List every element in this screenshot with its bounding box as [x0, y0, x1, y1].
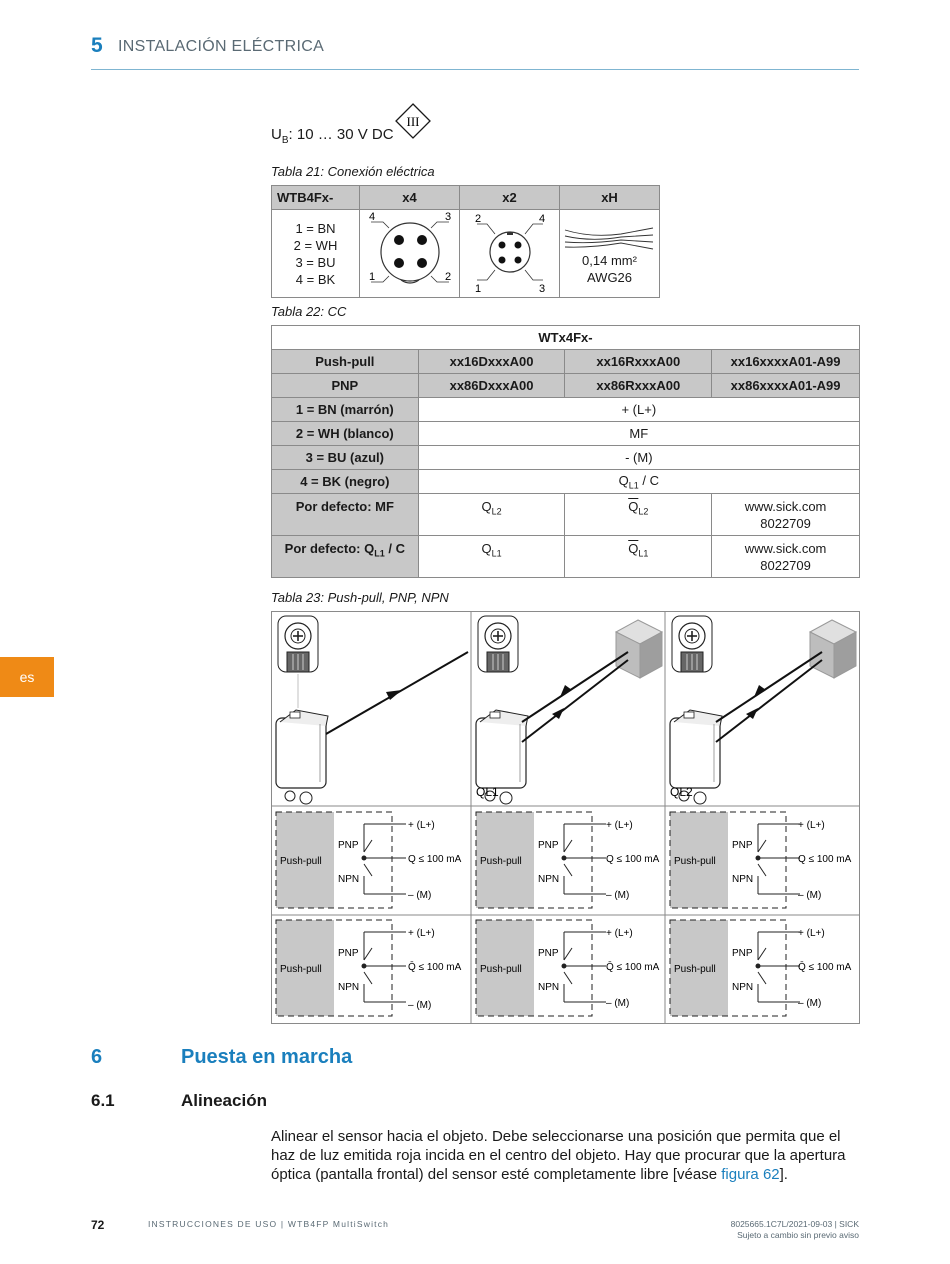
svg-text:Push-pull: Push-pull — [674, 856, 716, 867]
svg-text:2: 2 — [474, 213, 481, 225]
connector-x4-cell — [360, 210, 460, 298]
chapter-title: INSTALACIÓN ELÉCTRICA — [118, 38, 325, 55]
svg-text:NPN: NPN — [338, 982, 360, 993]
footer-doc-code: 8025665.1C7L/2021-09-03 | SICK Sujeto a cambio sin previo aviso — [730, 1219, 859, 1240]
cable-gauge: 0,14 mm² AWG26 — [582, 252, 637, 285]
t22-pin-label: 4 = BK (negro) — [272, 470, 419, 494]
svg-text:Q ≤ 100 mA: Q ≤ 100 mA — [408, 854, 462, 865]
svg-text:3: 3 — [444, 211, 451, 223]
t22-default-mf-label: Por defecto: MF — [272, 494, 419, 536]
svg-text:2: 2 — [444, 271, 451, 283]
svg-text:NPN: NPN — [732, 982, 754, 993]
t22-web-ref: www.sick.com 8022709 — [712, 536, 860, 578]
cable-cell — [560, 210, 660, 298]
t22-cell: xx86DxxxA00 — [418, 374, 565, 398]
t21-header: x4 — [360, 186, 460, 210]
svg-text:+ (L+): + (L+) — [798, 820, 825, 831]
t22-cell: xx86RxxxA00 — [565, 374, 712, 398]
svg-text:4: 4 — [368, 211, 375, 223]
t22-cell: xx16DxxxA00 — [418, 350, 565, 374]
t22-row-label: Push-pull — [272, 350, 419, 374]
t22-q-value: $Q_{L2}$ — [418, 494, 565, 536]
svg-text:Push-pull: Push-pull — [480, 856, 522, 867]
svg-text:1: 1 — [368, 271, 375, 283]
svg-text:– (M): – (M) — [408, 1000, 432, 1011]
connector-x2-cell — [460, 210, 560, 298]
svg-text:– (M): – (M) — [798, 890, 822, 901]
table23-caption: Tabla 23: Push-pull, PNP, NPN — [271, 590, 449, 605]
t22-pin-label: 2 = WH (blanco) — [272, 422, 419, 446]
t22-pin-label: 1 = BN (marrón) — [272, 398, 419, 422]
svg-text:+ (L+): + (L+) — [606, 820, 633, 831]
svg-text:PNP: PNP — [732, 948, 753, 959]
t22-web-ref: www.sick.com 8022709 — [712, 494, 860, 536]
svg-text:NPN: NPN — [538, 874, 560, 885]
svg-text:Q ≤ 100 mA: Q ≤ 100 mA — [798, 854, 852, 865]
t22-cell: xx16xxxxA01-A99 — [712, 350, 860, 374]
svg-text:– (M): – (M) — [798, 998, 822, 1009]
figure-link[interactable]: figura 62 — [721, 1166, 780, 1183]
t22-pin-value: MF — [418, 422, 859, 446]
t21-header: WTB4Fx- — [272, 186, 360, 210]
t22-row-label: PNP — [272, 374, 419, 398]
t21-header: x2 — [460, 186, 560, 210]
svg-text:+ (L+): + (L+) — [606, 928, 633, 939]
svg-text:Push-pull: Push-pull — [280, 964, 322, 975]
table22-caption: Tabla 22: CC — [271, 304, 347, 319]
t22-pin-label: 3 = BU (azul) — [272, 446, 419, 470]
alignment-paragraph: Alinear el sensor hacia el objeto. Debe seleccionarse una posición que permita que el haz de luz emitida roja incida en el centro del objeto. Hay que procurar que la apertura óptica (pantalla frontal) del sensor esté completamente libre [véase figura 62]. — [271, 1128, 846, 1183]
svg-text:NPN: NPN — [732, 874, 754, 885]
svg-text:4: 4 — [538, 213, 545, 225]
svg-text:Q̄ ≤ 100 mA: Q̄ ≤ 100 mA — [408, 962, 462, 973]
cable-icon — [561, 222, 659, 252]
svg-text:+ (L+): + (L+) — [798, 928, 825, 939]
svg-text:NPN: NPN — [338, 874, 360, 885]
table-cc — [271, 325, 860, 578]
t22-q-value: $Q_{L1}$ — [418, 536, 565, 578]
protection-class-icon — [395, 103, 431, 139]
svg-text:– (M): – (M) — [408, 890, 432, 901]
svg-text:+ (L+): + (L+) — [408, 820, 435, 831]
svg-text:– (M): – (M) — [606, 998, 630, 1009]
t22-pin-value: - (M) — [418, 446, 859, 470]
chapter-number: 5 — [91, 34, 103, 57]
t22-default-ql1-label: Por defecto: $Q_{L1}$ / C — [272, 536, 419, 578]
wiring-colors: 1 = BN 2 = WH 3 = BU 4 = BK — [272, 210, 360, 298]
svg-text:PNP: PNP — [538, 948, 559, 959]
svg-text:Q ≤ 100 mA: Q ≤ 100 mA — [606, 854, 660, 865]
push-pull-diagram — [272, 612, 859, 1023]
svg-text:PNP: PNP — [538, 840, 559, 851]
svg-text:Push-pull: Push-pull — [674, 964, 716, 975]
t22-title: WTx4Fx- — [272, 326, 860, 350]
footer-doc-title: INSTRUCCIONES DE USO | WTB4FP MultiSwitch — [148, 1219, 390, 1229]
t22-cell: xx16RxxxA00 — [565, 350, 712, 374]
svg-text:Q̄ ≤ 100 mA: Q̄ ≤ 100 mA — [606, 962, 660, 973]
table-push-pull — [271, 611, 860, 1024]
svg-text:+ (L+): + (L+) — [408, 928, 435, 939]
t22-pin-value: $Q_{L1}$ / C — [418, 470, 859, 494]
page-header — [91, 34, 859, 70]
svg-text:PNP: PNP — [732, 840, 753, 851]
svg-text:Push-pull: Push-pull — [280, 856, 322, 867]
svg-text:Q̄ ≤ 100 mA: Q̄ ≤ 100 mA — [798, 962, 852, 973]
table21-caption: Tabla 21: Conexión eléctrica — [271, 164, 435, 179]
table-connection — [271, 185, 660, 298]
page-number: 72 — [91, 1218, 105, 1232]
svg-text:– (M): – (M) — [606, 890, 630, 901]
svg-text:Push-pull: Push-pull — [480, 964, 522, 975]
svg-text:1: 1 — [474, 283, 481, 294]
language-tab[interactable]: es — [0, 657, 54, 697]
t21-header: xH — [560, 186, 660, 210]
svg-text:PNP: PNP — [338, 840, 359, 851]
connector-x2-icon — [461, 210, 559, 294]
t22-cell: xx86xxxxA01-A99 — [712, 374, 860, 398]
section-6-heading: 6 Puesta en marcha — [91, 1046, 353, 1068]
col-label-ql1: QL1 — [476, 785, 499, 799]
svg-text:3: 3 — [538, 283, 545, 294]
t22-qbar-value: $\overline{Q}_{L1}$ — [565, 536, 712, 578]
svg-text:III: III — [406, 114, 420, 129]
supply-voltage: $U_B$: 10 … 30 V DC — [271, 126, 394, 146]
svg-text:PNP: PNP — [338, 948, 359, 959]
section-6-1-heading: 6.1 Alineación — [91, 1091, 267, 1110]
t22-qbar-value: $\overline{Q}_{L2}$ — [565, 494, 712, 536]
col-label-ql2: QL2 — [670, 785, 693, 799]
svg-text:NPN: NPN — [538, 982, 560, 993]
t22-pin-value: + (L+) — [418, 398, 859, 422]
connector-x4-icon — [361, 210, 459, 294]
